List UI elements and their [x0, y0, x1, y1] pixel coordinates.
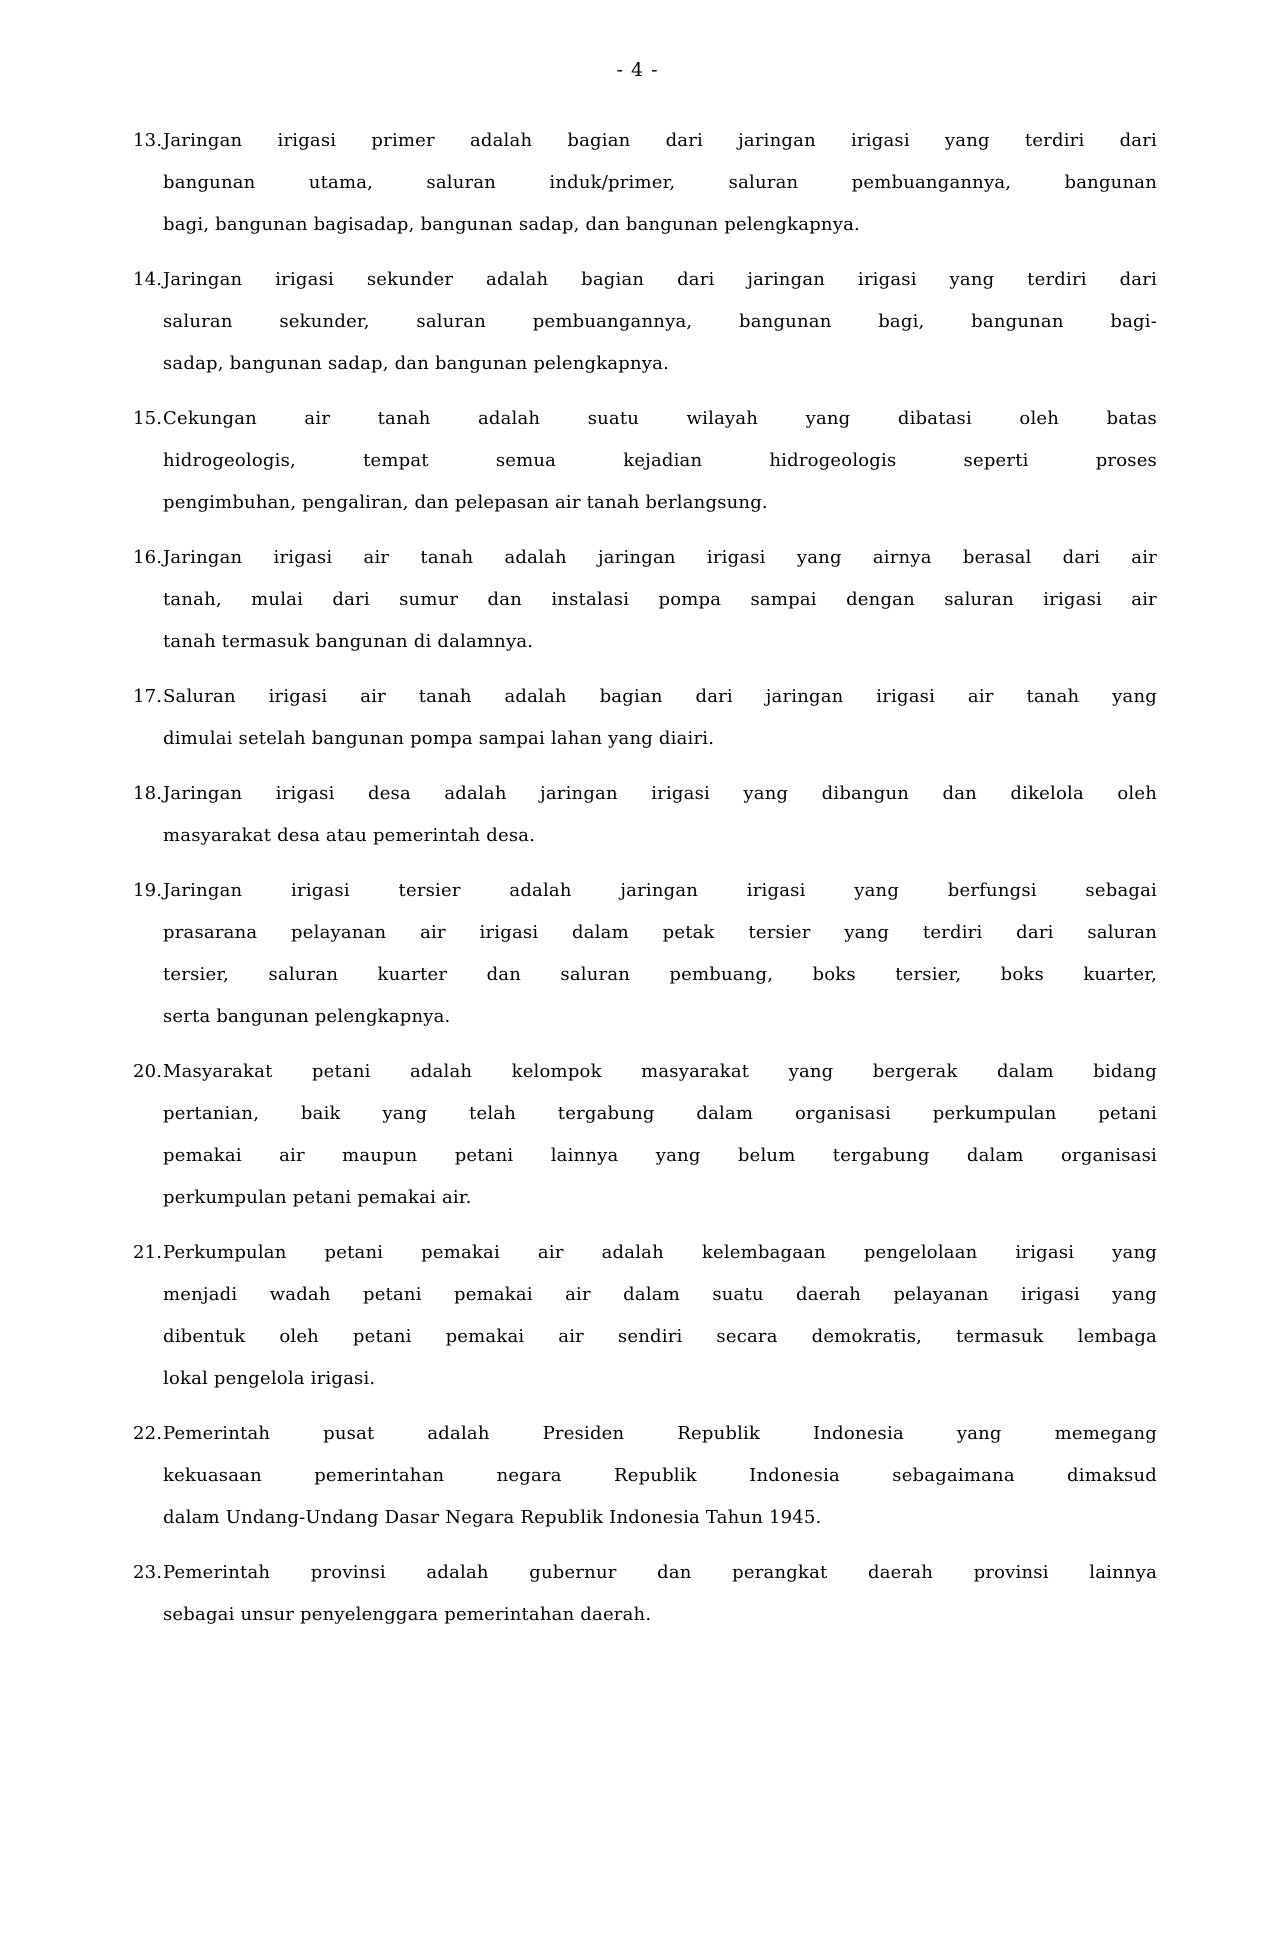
item-line: perkumpulan petani pemakai air. — [163, 1187, 472, 1208]
item-body — [163, 1051, 1157, 1219]
item-line: Perkumpulan petani pemakai air adalah kelembagaan pengelolaan irigasi yang — [163, 1242, 1157, 1263]
list-item — [133, 120, 1157, 246]
item-number: 21. — [133, 1242, 163, 1263]
item-number: 15. — [133, 408, 163, 429]
item-line: Cekungan air tanah adalah suatu wilayah yang dibatasi oleh batas — [163, 408, 1157, 429]
list-item — [133, 259, 1157, 385]
item-line: pertanian, baik yang telah tergabung dalam organisasi perkumpulan petani — [163, 1103, 1157, 1124]
item-line: dalam Undang-Undang Dasar Negara Republik Indonesia Tahun 1945. — [163, 1507, 822, 1528]
item-line: Jaringan irigasi air tanah adalah jaringan irigasi yang airnya berasal dari air — [163, 547, 1157, 568]
item-number: 18. — [133, 783, 163, 804]
item-body — [163, 537, 1157, 663]
item-number: 17. — [133, 686, 163, 707]
item-line: Saluran irigasi air tanah adalah bagian dari jaringan irigasi air tanah yang — [163, 686, 1157, 707]
item-line: masyarakat desa atau pemerintah desa. — [163, 825, 536, 846]
item-body — [163, 120, 1157, 246]
item-body — [163, 259, 1157, 385]
item-line: prasarana pelayanan air irigasi dalam petak tersier yang terdiri dari saluran — [163, 922, 1157, 943]
item-line: lokal pengelola irigasi. — [163, 1368, 376, 1389]
item-body — [163, 676, 1157, 760]
item-line: bagi, bangunan bagisadap, bangunan sadap, dan bangunan pelengkapnya. — [163, 214, 860, 235]
item-body — [163, 1413, 1157, 1539]
item-body — [163, 1552, 1157, 1636]
page-number: - 4 - — [616, 59, 659, 81]
item-line: dimulai setelah bangunan pompa sampai lahan yang diairi. — [163, 728, 715, 749]
item-number: 23. — [133, 1562, 163, 1583]
item-line: tersier, saluran kuarter dan saluran pembuang, boks tersier, boks kuarter, — [163, 964, 1157, 985]
item-number: 20. — [133, 1061, 163, 1082]
item-number: 22. — [133, 1423, 163, 1444]
item-line: kekuasaan pemerintahan negara Republik Indonesia sebagaimana dimaksud — [163, 1465, 1157, 1486]
list-item — [133, 1552, 1157, 1636]
item-line: tanah termasuk bangunan di dalamnya. — [163, 631, 534, 652]
item-line: dibentuk oleh petani pemakai air sendiri secara demokratis, termasuk lembaga — [163, 1326, 1157, 1347]
item-line: tanah, mulai dari sumur dan instalasi pompa sampai dengan saluran irigasi air — [163, 589, 1157, 610]
list-item — [133, 1051, 1157, 1219]
item-number: 19. — [133, 880, 163, 901]
item-line: pengimbuhan, pengaliran, dan pelepasan air tanah berlangsung. — [163, 492, 768, 513]
list-item — [133, 537, 1157, 663]
item-line: saluran sekunder, saluran pembuangannya, bangunan bagi, bangunan bagi- — [163, 311, 1157, 332]
list-item — [133, 1413, 1157, 1539]
item-line: sadap, bangunan sadap, dan bangunan pelengkapnya. — [163, 353, 670, 374]
list-item — [133, 676, 1157, 760]
item-line: Jaringan irigasi sekunder adalah bagian dari jaringan irigasi yang terdiri dari — [163, 269, 1157, 290]
item-line: menjadi wadah petani pemakai air dalam suatu daerah pelayanan irigasi yang — [163, 1284, 1157, 1305]
item-line: Jaringan irigasi desa adalah jaringan irigasi yang dibangun dan dikelola oleh — [163, 783, 1157, 804]
item-line: Jaringan irigasi tersier adalah jaringan irigasi yang berfungsi sebagai — [163, 880, 1157, 901]
item-number: 16. — [133, 547, 163, 568]
definition-list — [0, 120, 1275, 1636]
list-item — [133, 398, 1157, 524]
item-line: sebagai unsur penyelenggara pemerintahan daerah. — [163, 1604, 652, 1625]
item-line: Masyarakat petani adalah kelompok masyarakat yang bergerak dalam bidang — [163, 1061, 1157, 1082]
item-body — [163, 1232, 1157, 1400]
item-line: Pemerintah pusat adalah Presiden Republik Indonesia yang memegang — [163, 1423, 1157, 1444]
item-line: Jaringan irigasi primer adalah bagian dari jaringan irigasi yang terdiri dari — [163, 130, 1157, 151]
item-number: 14. — [133, 269, 163, 290]
item-body — [163, 773, 1157, 857]
list-item — [133, 870, 1157, 1038]
list-item — [133, 773, 1157, 857]
item-line: Pemerintah provinsi adalah gubernur dan perangkat daerah provinsi lainnya — [163, 1562, 1157, 1583]
item-line: bangunan utama, saluran induk/primer, saluran pembuangannya, bangunan — [163, 172, 1157, 193]
item-body — [163, 870, 1157, 1038]
item-line: serta bangunan pelengkapnya. — [163, 1006, 451, 1027]
list-item — [133, 1232, 1157, 1400]
item-line: hidrogeologis, tempat semua kejadian hidrogeologis seperti proses — [163, 450, 1157, 471]
item-number: 13. — [133, 130, 163, 151]
item-line: pemakai air maupun petani lainnya yang belum tergabung dalam organisasi — [163, 1145, 1157, 1166]
item-body — [163, 398, 1157, 524]
